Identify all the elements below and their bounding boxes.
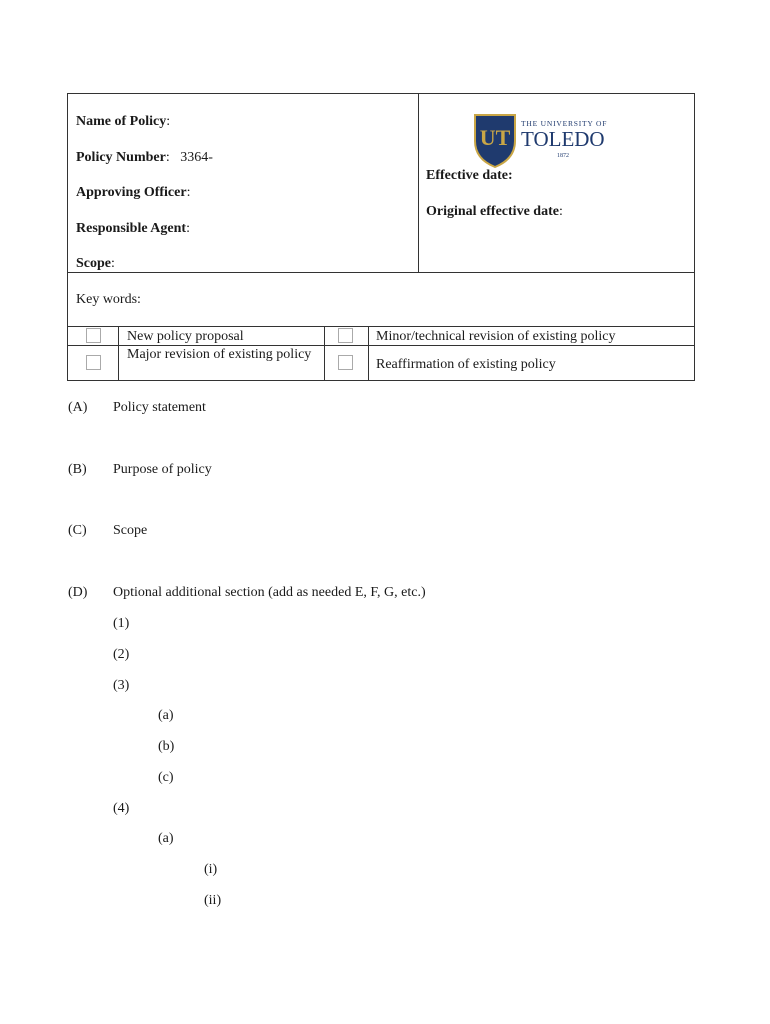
subitem-3: (3) — [113, 678, 130, 693]
subitem-3c: (c) — [158, 770, 174, 785]
approving-officer-field: Approving Officer: — [76, 185, 191, 200]
approving-officer-label: Approving Officer — [76, 185, 187, 200]
responsible-agent-label: Responsible Agent — [76, 221, 187, 236]
scope-field: Scope: — [76, 256, 115, 271]
section-b-title: Purpose of policy — [113, 462, 212, 477]
options-row-2 — [68, 346, 694, 381]
subitem-3a: (a) — [158, 708, 174, 723]
subitem-3b: (b) — [158, 739, 175, 754]
new-policy-checkbox[interactable] — [86, 328, 101, 343]
major-revision-checkbox[interactable] — [86, 355, 101, 370]
reaffirmation-label: Reaffirmation of existing policy — [376, 357, 556, 372]
header-left-cell — [68, 94, 419, 272]
options-row-1 — [68, 327, 694, 346]
section-c-title: Scope — [113, 523, 148, 538]
original-effective-date-label: Original effective date — [426, 204, 559, 219]
svg-text:TOLEDO: TOLEDO — [521, 127, 605, 151]
effective-date-label: Effective date: — [426, 168, 513, 183]
new-policy-label: New policy proposal — [127, 329, 244, 344]
policy-number-value: 3364- — [180, 150, 213, 165]
name-of-policy-field: Name of Policy: — [76, 114, 171, 129]
svg-text:1872: 1872 — [557, 153, 569, 159]
minor-revision-checkbox[interactable] — [338, 328, 353, 343]
university-of-toledo-logo — [471, 111, 611, 169]
original-effective-date-field: Original effective date: — [426, 204, 563, 219]
subitem-4a-ii: (ii) — [204, 893, 222, 908]
minor-revision-label: Minor/technical revision of existing policy — [376, 329, 616, 344]
policy-number-label: Policy Number — [76, 150, 166, 165]
reaffirmation-checkbox[interactable] — [338, 355, 353, 370]
key-words-row — [68, 273, 694, 327]
responsible-agent-field: Responsible Agent: — [76, 221, 190, 236]
section-d-key: (D) — [68, 585, 88, 600]
policy-header-table — [67, 93, 695, 381]
svg-text:UT: UT — [479, 125, 511, 150]
subitem-4a: (a) — [158, 831, 174, 846]
key-words-label: Key words: — [76, 292, 141, 307]
section-a-title: Policy statement — [113, 400, 206, 415]
subitem-4: (4) — [113, 801, 130, 816]
effective-date-field — [426, 168, 513, 184]
section-c-key: (C) — [68, 523, 87, 538]
section-d-title: Optional additional section (add as needed E, F, G, etc.) — [113, 585, 426, 600]
header-top-row — [68, 94, 694, 273]
section-b-key: (B) — [68, 462, 87, 477]
subitem-4a-i: (i) — [204, 862, 218, 877]
section-a-key: (A) — [68, 400, 88, 415]
header-right-cell — [419, 94, 694, 272]
major-revision-label: Major revision of existing policy — [127, 347, 312, 362]
subitem-2: (2) — [113, 647, 130, 662]
name-of-policy-label: Name of Policy — [76, 114, 167, 129]
subitem-1: (1) — [113, 616, 130, 631]
svg-text:THE UNIVERSITY OF: THE UNIVERSITY OF — [521, 119, 608, 128]
scope-label: Scope — [76, 256, 111, 271]
policy-number-field: Policy Number: 3364- — [76, 150, 213, 165]
